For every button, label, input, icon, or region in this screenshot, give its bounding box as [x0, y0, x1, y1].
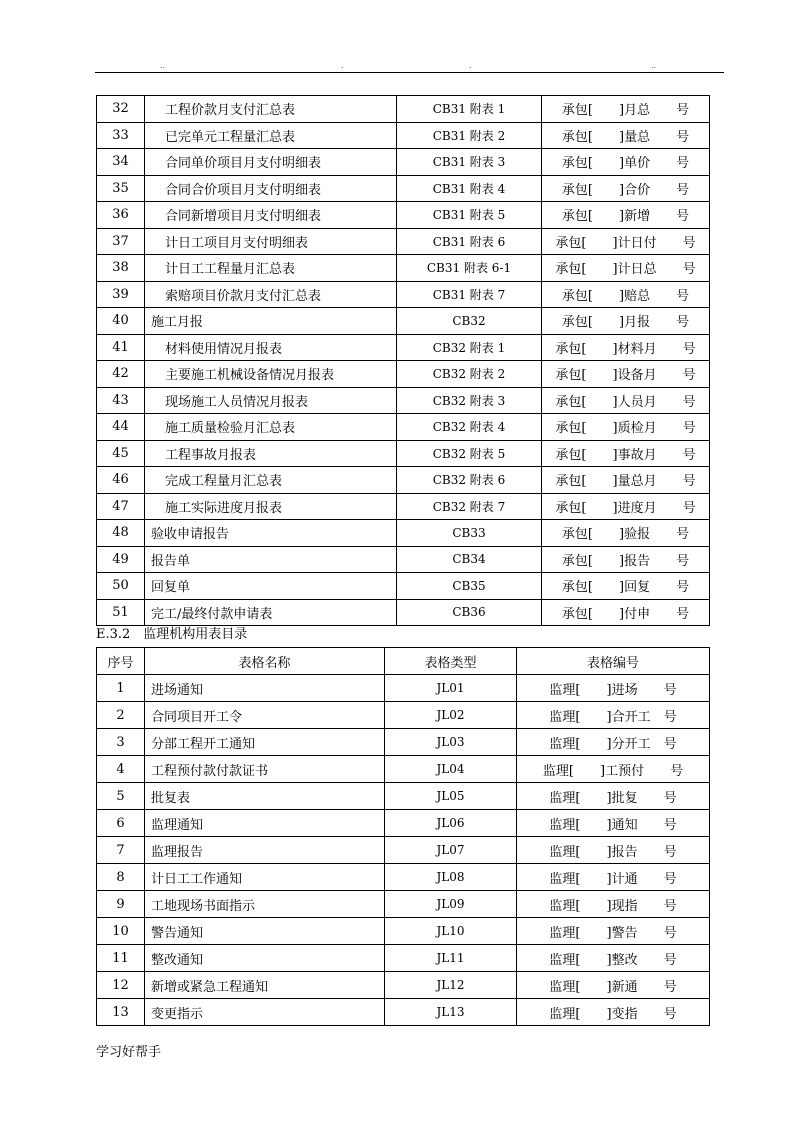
- form-code: 监理[ ]报告 号: [517, 837, 710, 864]
- header-dot: .: [341, 61, 344, 70]
- section-title: E.3.2 监理机构用表目录: [96, 627, 248, 642]
- form-type: JL02: [385, 702, 517, 729]
- form-code: 承包[ ]新增 号: [542, 202, 710, 229]
- form-name: 验收申请报告: [145, 520, 397, 547]
- row-number: 1: [97, 675, 145, 702]
- form-name: 计日工工程量月汇总表: [145, 255, 397, 282]
- row-number: 5: [97, 783, 145, 810]
- form-name: 索赔项目价款月支付汇总表: [145, 281, 397, 308]
- form-type: CB31 附表 3: [397, 149, 542, 176]
- form-type: JL08: [385, 864, 517, 891]
- row-number: 38: [97, 255, 145, 282]
- table-header-row: [97, 648, 710, 675]
- header-type: 表格类型: [385, 648, 517, 675]
- form-name: 回复单: [145, 573, 397, 600]
- form-code: 承包[ ]质检月 号: [542, 414, 710, 441]
- form-type: JL05: [385, 783, 517, 810]
- table-row: [97, 467, 710, 494]
- form-name: 监理报告: [145, 837, 385, 864]
- form-code: 监理[ ]工预付 号: [517, 756, 710, 783]
- row-number: 3: [97, 729, 145, 756]
- table-row: [97, 308, 710, 335]
- row-number: 42: [97, 361, 145, 388]
- row-number: 4: [97, 756, 145, 783]
- row-number: 8: [97, 864, 145, 891]
- table-row: [97, 573, 710, 600]
- table-row: [97, 440, 710, 467]
- form-code: 监理[ ]现指 号: [517, 891, 710, 918]
- row-number: 44: [97, 414, 145, 441]
- form-name: 完工/最终付款申请表: [145, 599, 397, 626]
- form-name: 合同合价项目月支付明细表: [145, 175, 397, 202]
- row-number: 49: [97, 546, 145, 573]
- form-code: 监理[ ]进场 号: [517, 675, 710, 702]
- table-row: [97, 837, 710, 864]
- row-number: 50: [97, 573, 145, 600]
- form-code: 承包[ ]付申 号: [542, 599, 710, 626]
- row-number: 37: [97, 228, 145, 255]
- table-row: [97, 972, 710, 999]
- header-dot: ..: [651, 61, 657, 70]
- row-number: 39: [97, 281, 145, 308]
- form-code: 承包[ ]报告 号: [542, 546, 710, 573]
- form-name: 进场通知: [145, 675, 385, 702]
- table-row: [97, 414, 710, 441]
- form-type: JL10: [385, 918, 517, 945]
- form-code: 监理[ ]计通 号: [517, 864, 710, 891]
- form-type: CB32 附表 4: [397, 414, 542, 441]
- table-row: [97, 702, 710, 729]
- form-code: 承包[ ]计日付 号: [542, 228, 710, 255]
- form-type: JL09: [385, 891, 517, 918]
- contractor-forms-body: [97, 96, 710, 626]
- form-code: 监理[ ]批复 号: [517, 783, 710, 810]
- table-row: [97, 756, 710, 783]
- form-name: 合同单价项目月支付明细表: [145, 149, 397, 176]
- form-type: CB31 附表 7: [397, 281, 542, 308]
- row-number: 45: [97, 440, 145, 467]
- footer-text: 学习好帮手: [96, 1045, 162, 1060]
- form-type: CB36: [397, 599, 542, 626]
- table-row: [97, 122, 710, 149]
- table-row: [97, 918, 710, 945]
- form-type: CB32 附表 3: [397, 387, 542, 414]
- form-name: 材料使用情况月报表: [145, 334, 397, 361]
- form-code: 承包[ ]回复 号: [542, 573, 710, 600]
- form-type: CB32 附表 5: [397, 440, 542, 467]
- table-row: [97, 546, 710, 573]
- form-name: 合同新增项目月支付明细表: [145, 202, 397, 229]
- form-type: JL11: [385, 945, 517, 972]
- form-name: 变更指示: [145, 999, 385, 1026]
- form-type: JL12: [385, 972, 517, 999]
- form-code: 承包[ ]设备月 号: [542, 361, 710, 388]
- row-number: 33: [97, 122, 145, 149]
- form-name: 分部工程开工通知: [145, 729, 385, 756]
- header-dot: ..: [160, 61, 166, 70]
- header-no: 序号: [97, 648, 145, 675]
- row-number: 32: [97, 96, 145, 123]
- form-name: 完成工程量月汇总表: [145, 467, 397, 494]
- form-type: CB31 附表 2: [397, 122, 542, 149]
- form-name: 施工月报: [145, 308, 397, 335]
- table-row: [97, 729, 710, 756]
- table-row: [97, 228, 710, 255]
- form-code: 监理[ ]新通 号: [517, 972, 710, 999]
- form-type: CB32: [397, 308, 542, 335]
- table-row: [97, 864, 710, 891]
- form-type: CB32 附表 1: [397, 334, 542, 361]
- row-number: 35: [97, 175, 145, 202]
- row-number: 10: [97, 918, 145, 945]
- row-number: 6: [97, 810, 145, 837]
- form-code: 承包[ ]合价 号: [542, 175, 710, 202]
- form-name: 施工实际进度月报表: [145, 493, 397, 520]
- form-code: 监理[ ]通知 号: [517, 810, 710, 837]
- form-name: 计日工工作通知: [145, 864, 385, 891]
- table-row: [97, 891, 710, 918]
- form-name: 工程价款月支付汇总表: [145, 96, 397, 123]
- row-number: 9: [97, 891, 145, 918]
- table-row: [97, 334, 710, 361]
- table-row: [97, 810, 710, 837]
- form-type: JL01: [385, 675, 517, 702]
- form-name: 合同项目开工令: [145, 702, 385, 729]
- form-type: CB31 附表 5: [397, 202, 542, 229]
- form-code: 监理[ ]警告 号: [517, 918, 710, 945]
- supervision-forms-body: [97, 675, 710, 1026]
- form-name: 工程预付款付款证书: [145, 756, 385, 783]
- table-row: [97, 387, 710, 414]
- form-code: 承包[ ]验报 号: [542, 520, 710, 547]
- form-type: CB35: [397, 573, 542, 600]
- form-type: JL07: [385, 837, 517, 864]
- form-code: 承包[ ]赔总 号: [542, 281, 710, 308]
- row-number: 41: [97, 334, 145, 361]
- form-code: 监理[ ]变指 号: [517, 999, 710, 1026]
- table-row: [97, 175, 710, 202]
- contractor-forms-table: [96, 95, 710, 626]
- form-code: 承包[ ]人员月 号: [542, 387, 710, 414]
- table-row: [97, 493, 710, 520]
- form-code: 承包[ ]单价 号: [542, 149, 710, 176]
- row-number: 11: [97, 945, 145, 972]
- form-code: 监理[ ]合开工 号: [517, 702, 710, 729]
- row-number: 13: [97, 999, 145, 1026]
- form-type: CB32 附表 6: [397, 467, 542, 494]
- form-type: JL06: [385, 810, 517, 837]
- row-number: 43: [97, 387, 145, 414]
- row-number: 51: [97, 599, 145, 626]
- form-name: 新增或紧急工程通知: [145, 972, 385, 999]
- form-name: 现场施工人员情况月报表: [145, 387, 397, 414]
- form-type: CB31 附表 6-1: [397, 255, 542, 282]
- row-number: 34: [97, 149, 145, 176]
- table-row: [97, 202, 710, 229]
- form-name: 批复表: [145, 783, 385, 810]
- form-code: 承包[ ]量总 号: [542, 122, 710, 149]
- form-name: 工地现场书面指示: [145, 891, 385, 918]
- form-name: 警告通知: [145, 918, 385, 945]
- form-type: JL03: [385, 729, 517, 756]
- form-code: 承包[ ]材料月 号: [542, 334, 710, 361]
- table-row: [97, 999, 710, 1026]
- table-row: [97, 599, 710, 626]
- form-type: CB31 附表 6: [397, 228, 542, 255]
- header-dot: .: [469, 61, 472, 70]
- row-number: 12: [97, 972, 145, 999]
- form-type: CB31 附表 1: [397, 96, 542, 123]
- header-code: 表格编号: [517, 648, 710, 675]
- header-dots: [95, 62, 724, 70]
- row-number: 36: [97, 202, 145, 229]
- form-code: 监理[ ]整改 号: [517, 945, 710, 972]
- row-number: 40: [97, 308, 145, 335]
- form-type: JL04: [385, 756, 517, 783]
- form-name: 已完单元工程量汇总表: [145, 122, 397, 149]
- form-code: 承包[ ]计日总 号: [542, 255, 710, 282]
- form-name: 报告单: [145, 546, 397, 573]
- form-code: 承包[ ]量总月 号: [542, 467, 710, 494]
- form-name: 计日工项目月支付明细表: [145, 228, 397, 255]
- header-rule: [95, 72, 724, 73]
- row-number: 47: [97, 493, 145, 520]
- row-number: 7: [97, 837, 145, 864]
- row-number: 2: [97, 702, 145, 729]
- table-row: [97, 783, 710, 810]
- form-type: CB34: [397, 546, 542, 573]
- table-row: [97, 96, 710, 123]
- table-row: [97, 520, 710, 547]
- table-row: [97, 255, 710, 282]
- row-number: 48: [97, 520, 145, 547]
- form-name: 工程事故月报表: [145, 440, 397, 467]
- table-row: [97, 361, 710, 388]
- form-name: 施工质量检验月汇总表: [145, 414, 397, 441]
- form-type: JL13: [385, 999, 517, 1026]
- form-code: 承包[ ]月报 号: [542, 308, 710, 335]
- form-type: CB31 附表 4: [397, 175, 542, 202]
- supervision-forms-table: [96, 647, 710, 1026]
- table-row: [97, 149, 710, 176]
- form-code: 监理[ ]分开工 号: [517, 729, 710, 756]
- form-name: 主要施工机械设备情况月报表: [145, 361, 397, 388]
- form-name: 监理通知: [145, 810, 385, 837]
- form-type: CB32 附表 7: [397, 493, 542, 520]
- table-row: [97, 675, 710, 702]
- form-name: 整改通知: [145, 945, 385, 972]
- table-row: [97, 945, 710, 972]
- form-code: 承包[ ]进度月 号: [542, 493, 710, 520]
- form-code: 承包[ ]事故月 号: [542, 440, 710, 467]
- form-type: CB33: [397, 520, 542, 547]
- form-code: 承包[ ]月总 号: [542, 96, 710, 123]
- form-type: CB32 附表 2: [397, 361, 542, 388]
- row-number: 46: [97, 467, 145, 494]
- header-name: 表格名称: [145, 648, 385, 675]
- table-row: [97, 281, 710, 308]
